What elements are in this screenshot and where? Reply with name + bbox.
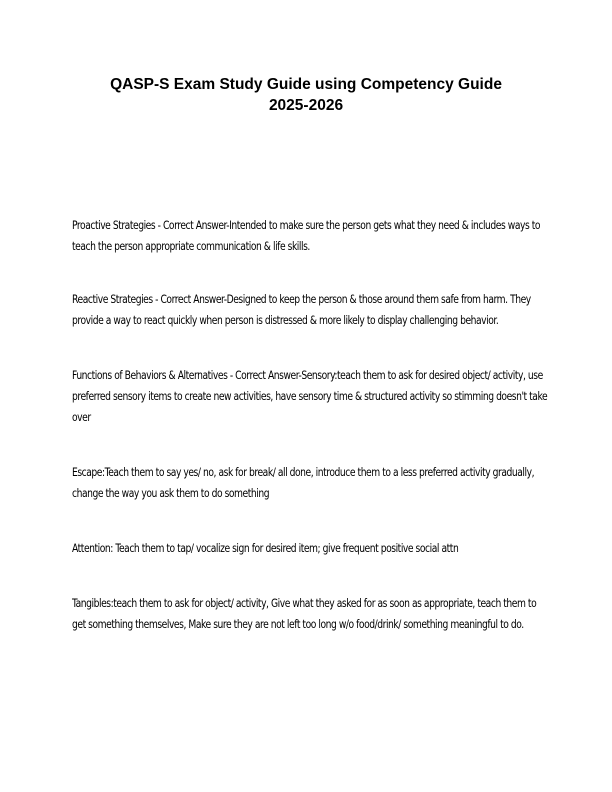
study-guide-content <box>72 215 550 635</box>
title-line-1: QASP-S Exam Study Guide using Competency Guide <box>110 76 502 93</box>
entry-proactive-strategies: Proactive Strategies - Correct Answer-Intended to make sure the person gets what they need & includes ways to teach the person appropriate communication & life skills. <box>72 219 541 253</box>
entry-reactive-strategies: Reactive Strategies - Correct Answer-Designed to keep the person & those around them safe from harm. They provide a way to react quickly when person is distressed & more likely to display challenging behavior. <box>72 293 531 327</box>
page-title <box>60 74 552 116</box>
entry-functions-of-behaviors: Functions of Behaviors & Alternatives - Correct Answer-Sensory:teach them to ask for desired object/ activity, use preferred sensory items to create new activities, have sensory time & structured activity so stimming doesn't take over <box>72 369 548 424</box>
entry-escape: Escape:Teach them to say yes/ no, ask for break/ all done, introduce them to a less preferred activity gradually, change the way you ask them to do something <box>72 466 535 500</box>
entry-attention: Attention: Teach them to tap/ vocalize sign for desired item; give frequent positive social attn <box>72 542 459 555</box>
entry-tangibles: Tangibles:teach them to ask for object/ activity, Give what they asked for as soon as appropriate, teach them to get something themselves, Make sure they are not left too long w/o food/drink/ something meaningful to do. <box>72 597 537 631</box>
title-line-2: 2025-2026 <box>268 97 344 114</box>
